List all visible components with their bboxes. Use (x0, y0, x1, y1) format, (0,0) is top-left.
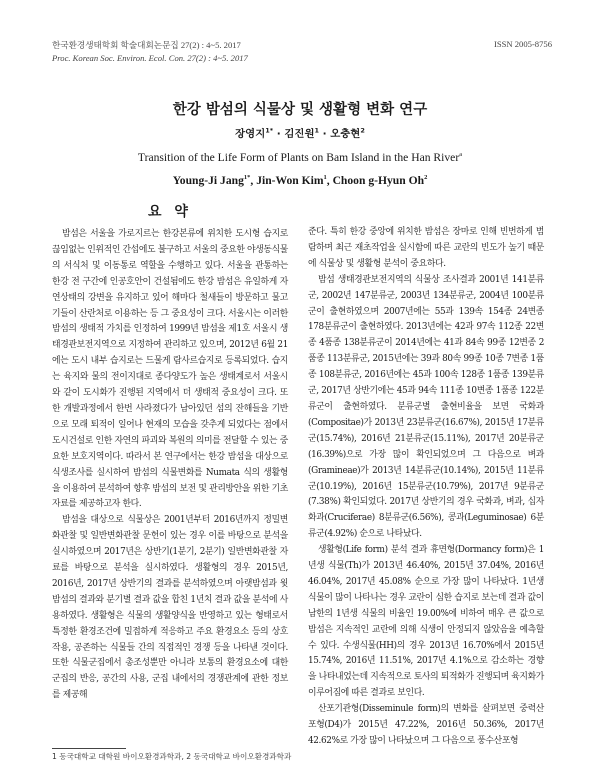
right-paragraph-2: 밤섬 생태경관보전지역의 식물상 조사결과 2001년 141분류군, 2002년 147분류군, 2003년 134분류군, 2004년 100분류군이 출현하였으며 2007년에는 55과 139속 154종 24변종 178분류군이 출현하였다. 2013년에는 42과 97속 112종 22변종 4품종 138분류군이 2014년에는 41과 84속 99종 12변종 2품종 113분류군, 2015년에는 39과 80속 99종 10종 7변종 1품종 108분류군, 2016년에는 45과 100속 128종 1품종 139분류군, 2017년 상반기에는 45과 94속 111종 10변종 1품종 122분류군이 출현하였다. 분류군별 출현비율을 보면 국화과(Compositae)가 2013년 23분류군(16.67%), 2015년 17분류군(15.74%), 2016년 21분류군(15.11%), 2017년 20분류군(16.39%)으로 가장 많이 확인되었으며 그 다음으로 벼과(Gramineae)가 2013년 14분류군(10.14%), 2015년 11분류군(10.19%), 2016년 15분류군(10.79%), 2017년 9분류군(7.38%) 확인되었다. 2017년 상반기의 경우 국화과, 벼과, 십자화과(Cruciferae) 8분류군(6.56%), 콩과(Leguminosae) 6분류군(4.92%) 순으로 나타났다. (308, 274, 544, 540)
right-paragraph-3: 생활형(Life form) 분석 결과 휴면형(Dormancy form)은 1년생 식물(Th)가 2013년 46.40%, 2015년 37.04%, 2016년 46.04%, 2017년 45.08% 순으로 가장 많이 나타났다. 1년생 식물이 많이 나타나는 경우 교란이 심한 습지로 보는데 결과 값이 남한의 1년생 식물의 비율인 19.00%에 비하여 매우 큰 값으로 밤섬은 지속적인 교란에 의해 식생이 안정되지 않았음을 예측할 수 있다. 수생식물(HH)의 경우 2013년 16.70%에서 2015년 15.74%, 2016년 11.51%, 2017년 4.1%으로 감소하는 경향을 나타내었는데 지속적으로 토사의 퇴적화가 진행되며 육지화가 이루어짐에 따른 결과로 보인다. (308, 545, 544, 699)
left-paragraph-1: 밤섬은 서울을 가로지르는 한강본류에 위치한 도시형 습지로 끊임없는 인위적인 간섭에도 불구하고 서울의 중요한 야생동식물의 서식처 및 이동통로 역할을 수행하고 있다. 서울을 관통하는 한강 전 구간에 인공호안이 건설됨에도 한강 밤섬은 유일하게 자연상태의 강변을 유지하고 있어 해마다 철새들이 방문하고 물고기들이 산란처로 이용하는 등 그 중요성이 크다. 서울시는 이러한 밤섬의 생태적 가치를 인정하여 1999년 밤섬을 제1호 서울시 생태경관보전지역으로 지정하여 관리하고 있으며, 2012년 6월 21에는 도시 내부 습지로는 드물게 람사르습지로 등록되었다. 습지는 육지와 물의 전이지대로 종다양도가 높은 생태계로서 서울시와 같이 도시화가 진행된 지역에서 더 생태적 중요성이 크다. 또한 개발과정에서 한번 사라졌다가 남아있던 섬의 잔해들을 기반으로 모래 퇴적이 일어나 현재의 모습을 갖추게 되었다는 점에서 도시건설로 인한 자연의 파괴와 복원의 의미를 전달할 수 있는 중요한 보호지역이다. 따라서 본 연구에서는 한강 밤섬을 대상으로 식생조사를 실시하여 밤섬의 식물변화를 Numata 식의 생활형을 이용하여 분석하여 향후 밤섬의 보전 및 관리방안을 위한 기초자료를 제공하고자 한다. (52, 229, 288, 510)
author-2-en-affil: 1 (323, 174, 327, 182)
right-column (308, 225, 544, 746)
affiliation-footnote: 1 동국대학교 대학원 바이오환경과학과, 2 동국대학교 바이오환경과학과 (52, 752, 292, 761)
right-paragraph-4: 산포기관형(Disseminule form)의 변화를 살펴보면 중력산포형(D4)가 2015년 47.22%, 2016년 50.36%, 2017년 42.62%로 가장 많이 나타났으며 그 다음으로 풍수산포형 (308, 704, 544, 746)
author-1-en: Young-Ji Jang (172, 174, 244, 187)
author-3-ko-affil: 2 (360, 126, 365, 135)
left-paragraph-2: 밤섬을 대상으로 식물상은 2001년부터 2016년까지 정밀변화관찰 및 일반변화관찰 문헌이 있는 경우 이를 바탕으로 분석을 실시하였으며 2017년은 상반기(1분기, 2분기) 일반변화관찰 자료를 바탕으로 분석을 실시하였다. 생활형의 경우 2015년, 2016년, 2017년 상반기의 결과를 분석하였으며 아랫밤섬과 윗밤섬의 결과와 분기별 결과 값을 합친 1년치 결과 값을 분석에 사용하였다. 생활형은 식물의 생활양식을 반영하고 있는 형태로서 특정한 환경조건에 밀접하게 적응하고 주요 환경요소 등의 상호작용, 공존하는 식물들 간의 직접적인 경쟁 등을 나타낸 것이다. 또한 식물군집에서 총조성뿐만 아니라 보통의 환경요소에 대한 군집의 반응, 공간의 사용, 군집 내에서의 경쟁관계에 관한 정보를 제공해 (52, 515, 288, 701)
author-1-en-affil: 1* (243, 174, 251, 182)
authors-korean (0, 125, 600, 140)
journal-header-ko: 한국환경생태학회 학술대회논문집 27(2) : 4~5. 2017 (52, 40, 241, 50)
paper-title-korean: 한강 밤섬의 식물상 및 생활형 변화 연구 (172, 102, 428, 118)
journal-header-en: Proc. Korean Soc. Environ. Ecol. Con. 27(2) : 4~5. 2017 (52, 53, 248, 63)
paper-title-english (0, 151, 600, 164)
title-en-note-mark: a (459, 151, 463, 159)
author-2-ko: · 김진원 (273, 128, 315, 140)
author-1-ko-affil: 1* (265, 126, 274, 135)
author-2-ko-affil: 1 (314, 126, 320, 135)
right-paragraph-1: 준다. 특히 한강 중앙에 위치한 밤섬은 장마로 인해 빈번하게 범람하며 최근 재초작업을 실시함에 따른 교란의 빈도가 높기 때문에 식물상 및 생활형 분석이 중요하다. (308, 227, 544, 269)
title-en-text: Transition of the Life Form of Plants on Bam Island in the Han River (137, 151, 460, 164)
author-3-en-affil: 2 (424, 174, 428, 182)
issn: ISSN 2005-8756 (493, 39, 552, 49)
authors-english (0, 174, 600, 187)
author-1-ko: 장영지 (235, 128, 266, 140)
abstract-heading: 요 약 (148, 204, 192, 220)
author-2-en: , Jin-Won Kim (250, 174, 324, 187)
author-3-ko: · 오충현 (319, 128, 361, 140)
footnote-divider (52, 748, 126, 749)
author-3-en: , Choon g-Hyun Oh (326, 174, 425, 187)
left-column (52, 227, 288, 731)
